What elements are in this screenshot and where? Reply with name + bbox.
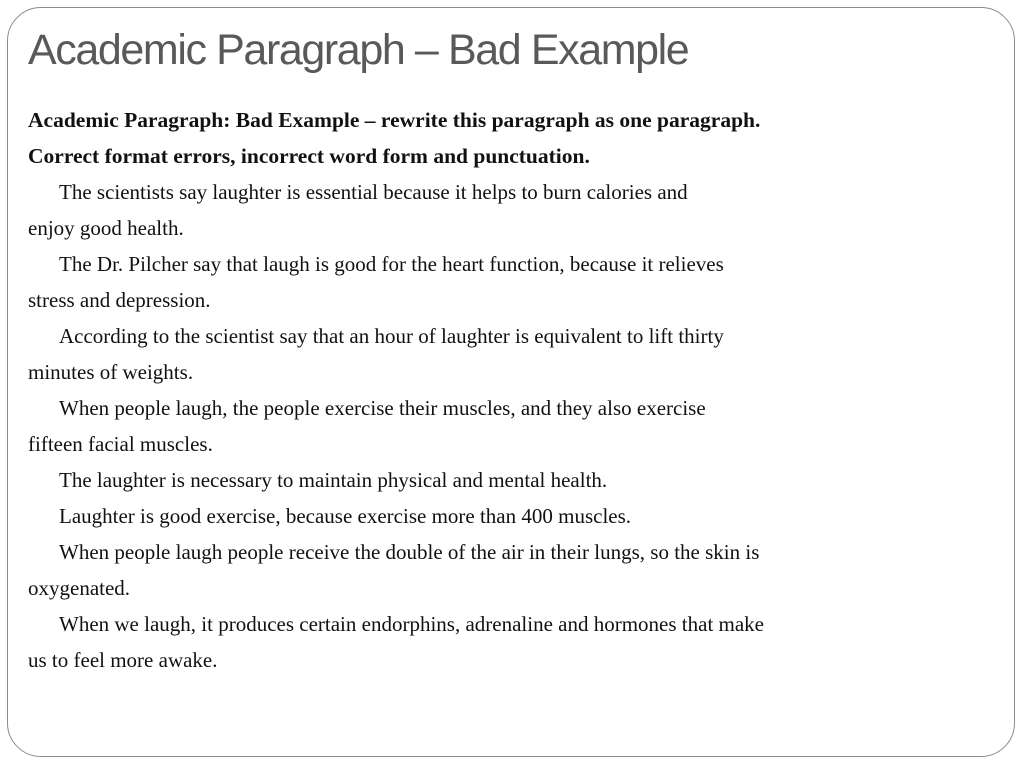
sentence-line: minutes of weights. <box>28 360 194 384</box>
sentence-line: According to the scientist say that an hour of laughter is equivalent to lift thirty <box>59 324 724 348</box>
sentence-line: fifteen facial muscles. <box>28 432 213 456</box>
sentence-line: When people laugh, the people exercise their muscles, and they also exercise <box>59 396 706 420</box>
sentence-7 <box>28 534 988 606</box>
sentence-1 <box>28 174 988 246</box>
instruction-line: Correct format errors, incorrect word form and punctuation. <box>28 144 590 168</box>
sentence-line: Laughter is good exercise, because exercise more than 400 muscles. <box>59 504 632 528</box>
sentence-line: The laughter is necessary to maintain physical and mental health. <box>59 468 608 492</box>
sentence-line: us to feel more awake. <box>28 648 218 672</box>
instruction-line: Academic Paragraph: Bad Example – rewrite this paragraph as one paragraph. <box>28 108 761 132</box>
sentence-line: oxygenated. <box>28 576 131 600</box>
sentence-4 <box>28 390 988 462</box>
sentence-3 <box>28 318 988 390</box>
sentence-line: stress and depression. <box>28 288 211 312</box>
slide-body <box>28 102 988 678</box>
sentence-5 <box>28 462 988 498</box>
slide-title: Academic Paragraph – Bad Example <box>28 26 689 74</box>
sentence-line: When we laugh, it produces certain endorphins, adrenaline and hormones that make <box>59 612 765 636</box>
sentence-line: When people laugh people receive the double of the air in their lungs, so the skin is <box>59 540 760 564</box>
sentence-6 <box>28 498 988 534</box>
sentence-line: enjoy good health. <box>28 216 184 240</box>
sentence-line: The Dr. Pilcher say that laugh is good for the heart function, because it relieves <box>59 252 724 276</box>
sentence-line: The scientists say laughter is essential because it helps to burn calories and <box>59 180 688 204</box>
instruction-text <box>28 102 988 174</box>
sentence-8 <box>28 606 988 678</box>
sentence-2 <box>28 246 988 318</box>
